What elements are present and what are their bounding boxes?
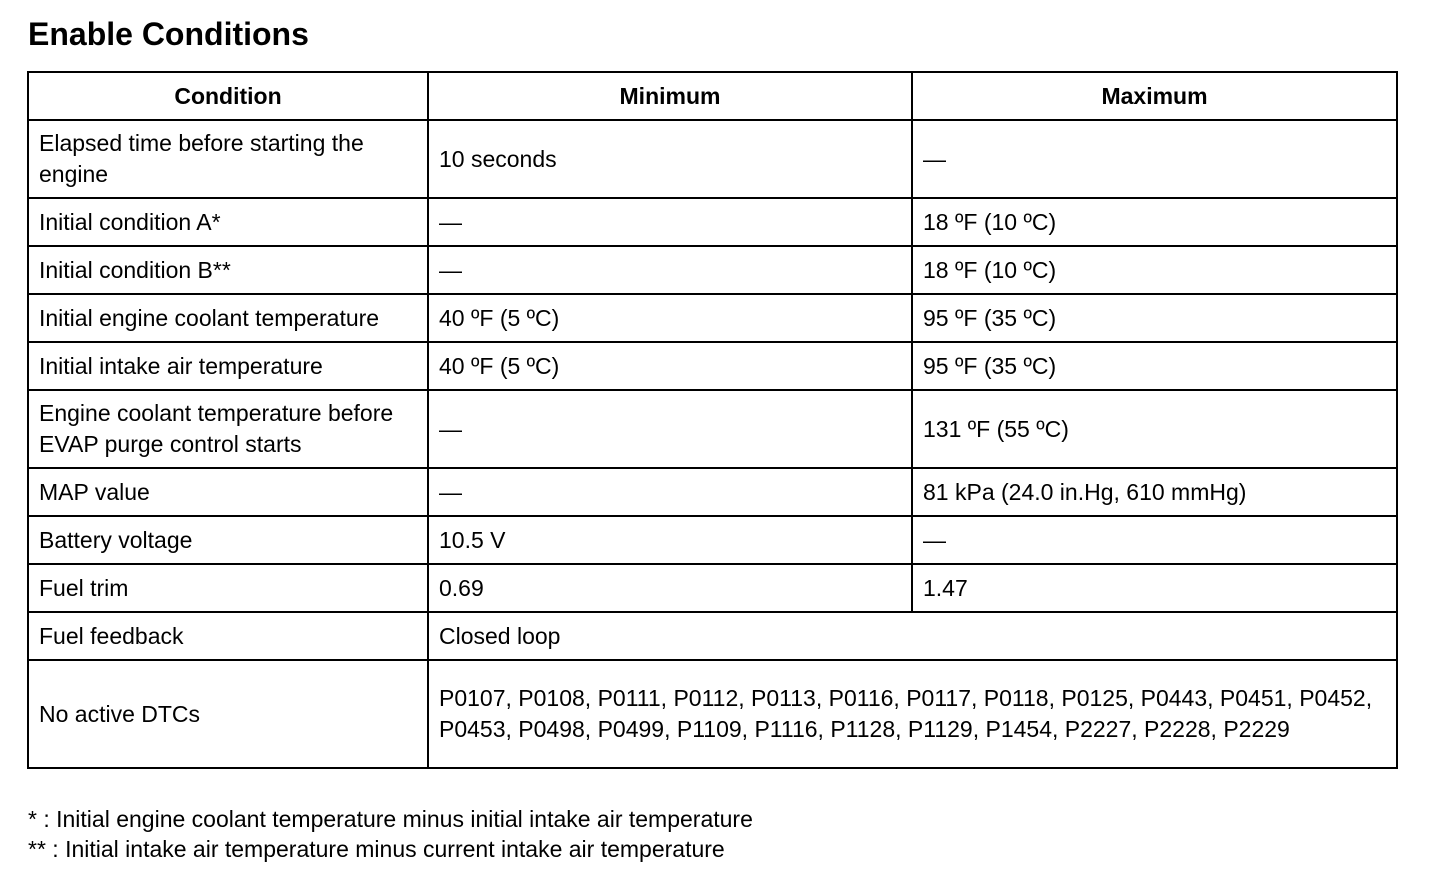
- value-cell: Closed loop: [428, 612, 1397, 660]
- maximum-cell: 18 ºF (10 ºC): [912, 198, 1397, 246]
- condition-cell: Fuel trim: [28, 564, 428, 612]
- page-title: Enable Conditions: [28, 16, 309, 52]
- minimum-cell: —: [428, 246, 912, 294]
- footnote-mark: *: [28, 806, 37, 832]
- maximum-cell: 81 kPa (24.0 in.Hg, 610 mmHg): [912, 468, 1397, 516]
- table-header-row: [28, 72, 1397, 120]
- footnote-mark: **: [28, 836, 46, 862]
- footnote: [28, 834, 753, 864]
- maximum-cell: —: [912, 516, 1397, 564]
- condition-cell: Battery voltage: [28, 516, 428, 564]
- table-row: [28, 294, 1397, 342]
- condition-cell: No active DTCs: [28, 660, 428, 768]
- table-row: [28, 198, 1397, 246]
- footnote-separator: :: [45, 836, 66, 862]
- table-row: [28, 120, 1397, 198]
- maximum-cell: 18 ºF (10 ºC): [912, 246, 1397, 294]
- table-row: [28, 660, 1397, 768]
- condition-cell: Fuel feedback: [28, 612, 428, 660]
- minimum-cell: 10 seconds: [428, 120, 912, 198]
- minimum-cell: —: [428, 198, 912, 246]
- column-header-condition: Condition: [28, 72, 428, 120]
- minimum-cell: 40 ºF (5 ºC): [428, 294, 912, 342]
- minimum-cell: —: [428, 390, 912, 468]
- condition-cell: MAP value: [28, 468, 428, 516]
- minimum-cell: 0.69: [428, 564, 912, 612]
- minimum-cell: 40 ºF (5 ºC): [428, 342, 912, 390]
- table-row: [28, 246, 1397, 294]
- minimum-cell: 10.5 V: [428, 516, 912, 564]
- table-row: [28, 516, 1397, 564]
- condition-cell: Elapsed time before starting the engine: [28, 120, 428, 198]
- maximum-cell: 95 ºF (35 ºC): [912, 342, 1397, 390]
- footnote-separator: :: [36, 806, 57, 832]
- maximum-cell: —: [912, 120, 1397, 198]
- column-header-maximum: Maximum: [912, 72, 1397, 120]
- maximum-cell: 131 ºF (55 ºC): [912, 390, 1397, 468]
- minimum-cell: —: [428, 468, 912, 516]
- table-row: [28, 342, 1397, 390]
- condition-cell: Initial condition B**: [28, 246, 428, 294]
- enable-conditions-table: [27, 71, 1398, 769]
- condition-cell: Engine coolant temperature before EVAP purge control starts: [28, 390, 428, 468]
- column-header-minimum: Minimum: [428, 72, 912, 120]
- table-row: [28, 390, 1397, 468]
- table-row: [28, 564, 1397, 612]
- maximum-cell: 95 ºF (35 ºC): [912, 294, 1397, 342]
- table-row: [28, 612, 1397, 660]
- footnote-text: Initial engine coolant temperature minus initial intake air temperature: [56, 806, 753, 832]
- condition-cell: Initial intake air temperature: [28, 342, 428, 390]
- table-row: [28, 468, 1397, 516]
- footnote: [28, 804, 753, 834]
- dtc-list-cell: P0107, P0108, P0111, P0112, P0113, P0116, P0117, P0118, P0125, P0443, P0451, P0452, P0453, P0498, P0499, P1109, P1116, P1128, P1129, P1454, P2227, P2228, P2229: [428, 660, 1397, 768]
- footnotes: [28, 804, 753, 864]
- maximum-cell: 1.47: [912, 564, 1397, 612]
- condition-cell: Initial engine coolant temperature: [28, 294, 428, 342]
- condition-cell: Initial condition A*: [28, 198, 428, 246]
- footnote-text: Initial intake air temperature minus current intake air temperature: [65, 836, 725, 862]
